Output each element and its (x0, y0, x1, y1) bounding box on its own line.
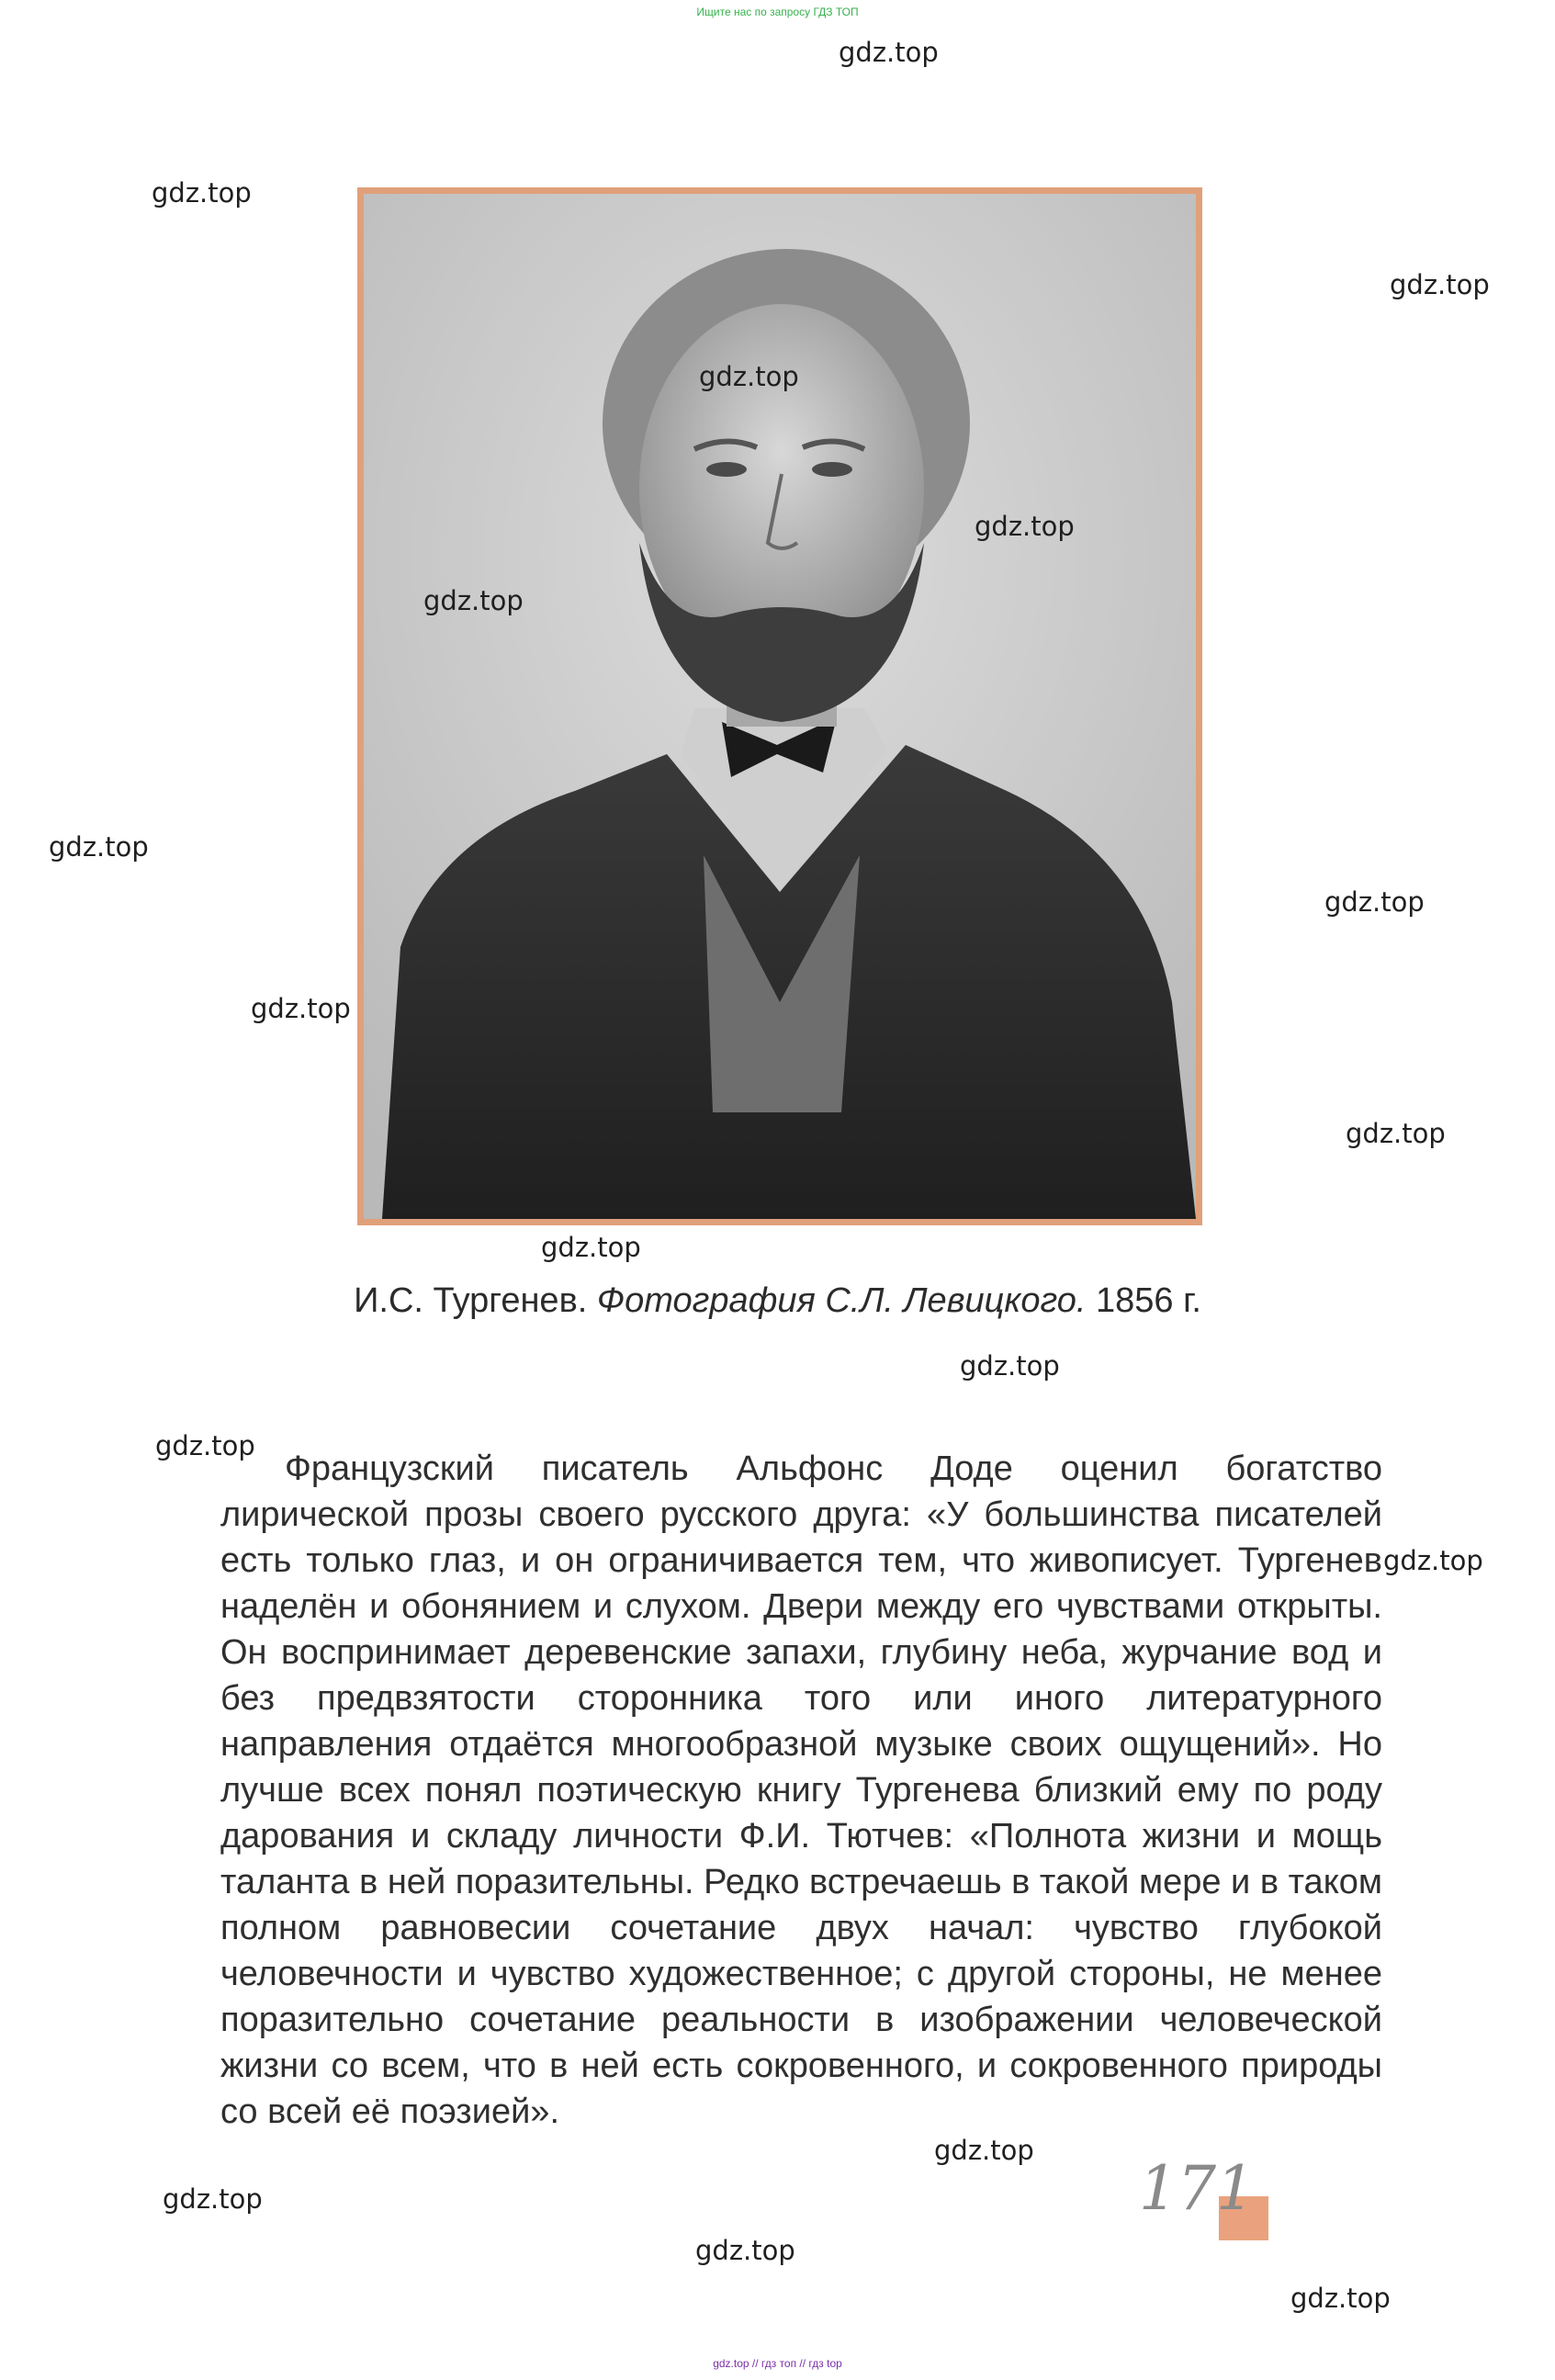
watermark: gdz.top (695, 2235, 795, 2266)
watermark: gdz.top (1390, 269, 1490, 300)
watermark: gdz.top (1324, 886, 1425, 918)
watermark: gdz.top (699, 361, 799, 392)
caption-photographer: Фотография С.Л. Левицкого. (596, 1281, 1087, 1320)
bottom-banner: gdz.top // гдз топ // гдз top (713, 2357, 842, 2370)
watermark: gdz.top (251, 993, 351, 1024)
watermark: gdz.top (49, 831, 149, 863)
caption-year: 1856 г. (1096, 1281, 1201, 1320)
photo-caption (0, 1281, 1555, 1321)
caption-name: И.С. Тургенев. (354, 1281, 588, 1320)
watermark: gdz.top (1290, 2283, 1391, 2314)
watermark: gdz.top (975, 511, 1075, 542)
watermark: gdz.top (152, 177, 252, 209)
watermark: gdz.top (155, 1430, 255, 1461)
watermark: gdz.top (1383, 1545, 1483, 1576)
body-paragraph: Французский писатель Альфонс Доде оценил богатство лирической прозы своего русского друга: «У большинства писателей есть только глаз, и он ограничивается тем, что живописует. Тургенев наделён и обонянием и слухом. Двери между его чувствами открыты. Он воспринимает деревенские запахи, глубину неба, журчание вод и без предвзятости сторонника того или иного литературного направления отдаётся многообразной музыке своих ощущений». Но лучше всех понял поэтическую книгу Тургенева близкий ему по роду дарования и складу личности Ф.И. Тютчев: «Полнота жизни и мощь таланта в ней поразительны. Редко встречаешь в такой мере и в таком полном равновесии сочетание двух начал: чувство глубокой человечности и чувство художественное; с другой стороны, не менее поразительно сочетание реальности в изображении человеческой жизни со всем, что в ней есть сокровенного, и сокровенного природы со всей её поэзией». (220, 1449, 1382, 2131)
watermark: gdz.top (163, 2183, 263, 2215)
portrait-photo (357, 187, 1202, 1225)
portrait-image (364, 194, 1196, 1219)
watermark: gdz.top (541, 1232, 641, 1263)
watermark: gdz.top (960, 1350, 1060, 1382)
watermark: gdz.top (423, 585, 524, 616)
watermark: gdz.top (934, 2135, 1034, 2166)
watermark: gdz.top (839, 37, 939, 68)
page-number: 171 (1139, 2153, 1255, 2224)
watermark: gdz.top (1346, 1118, 1446, 1149)
top-banner: Ищите нас по запросу ГДЗ ТОП (696, 6, 859, 18)
